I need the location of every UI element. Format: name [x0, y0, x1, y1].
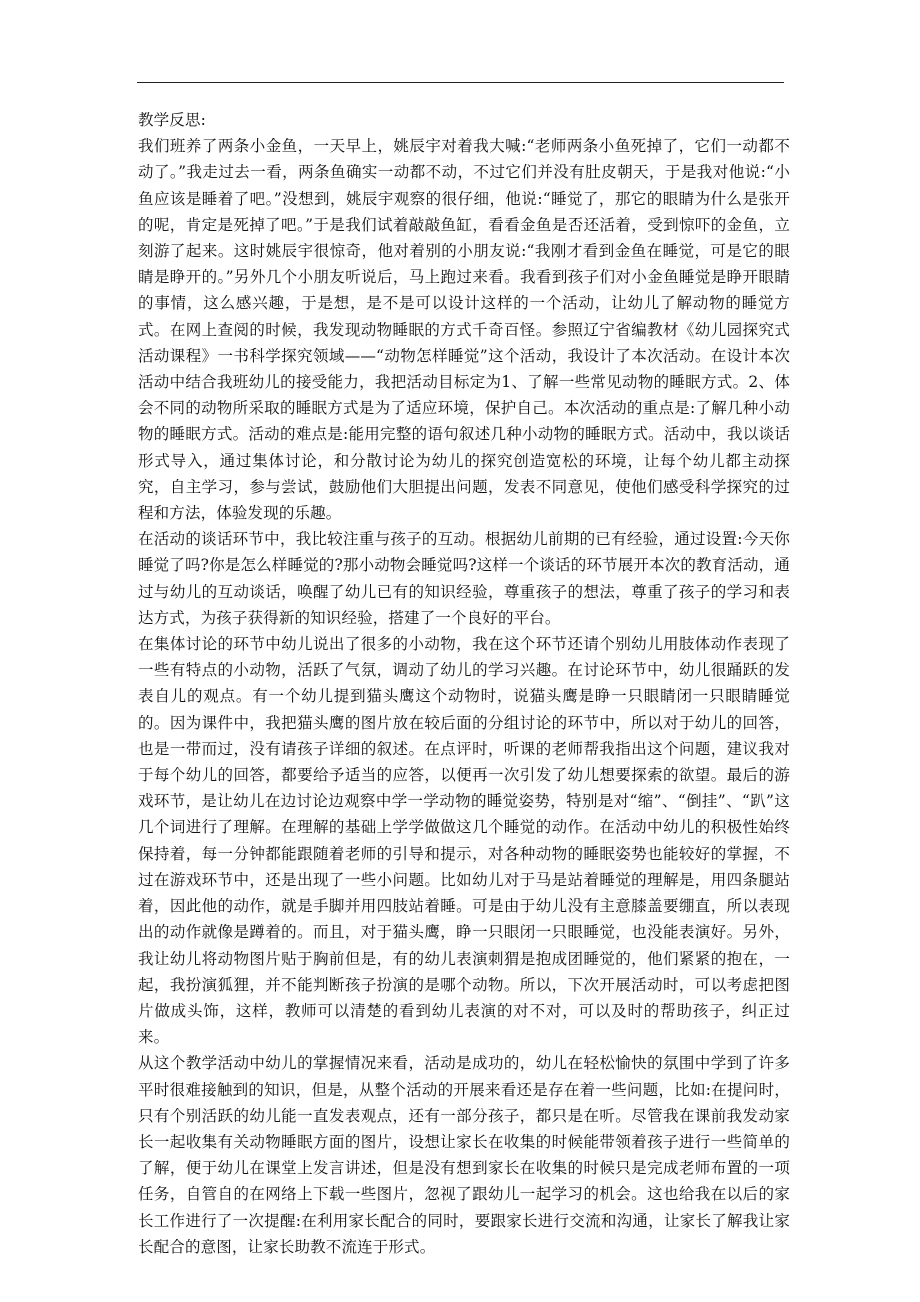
paragraph-3: 在集体讨论的环节中幼儿说出了很多的小动物，我在这个环节还请个别幼儿用肢体动作表现了一些有特点的小动物，活跃了气氛，调动了幼儿的学习兴趣。在讨论环节中，幼儿很踊跃的发表自儿的观点。有一个幼儿提到猫头鹰这个动物时，说猫头鹰是睁一只眼睛闭一只眼睛睡觉的。因为课件中，我把猫头鹰的图片放在较后面的分组讨论的环节中，所以对于幼儿的回答，也是一带而过，没有请孩子详细的叙述。在点评时，听课的老师帮我指出这个问题，建议我对于每个幼儿的回答，都要给予适当的应答，以便再一次引发了幼儿想要探索的欲望。最后的游戏环节，是让幼儿在边讨论边观察中学一学动物的睡觉姿势，特别是对“缩”、“倒挂”、“趴”这几个词进行了理解。在理解的基础上学学做做这几个睡觉的动作。在活动中幼儿的积极性始终保持着，每一分钟都能跟随着老师的引导和提示，对各种动物的睡眠姿势也能较好的掌握，不过在游戏环节中，还是出现了一些小问题。比如幼儿对于马是站着睡觉的理解是，用四条腿站着，因此他的动作，就是手脚并用四肢站着睡。可是由于幼儿没有主意膝盖要绷直，所以表现出的动作就像是蹲着的。而且，对于猫头鹰，睁一只眼闭一只眼睡觉，也没能表演好。另外，我让幼儿将动物图片贴于胸前但是，有的幼儿表演刺猬是抱成团睡觉的，他们紧紧的抱在，一起，我扮演狐狸，并不能判断孩子扮演的是哪个动物。所以，下次开展活动时，可以考虑把图片做成头饰，这样，教师可以清楚的看到幼儿表演的对不对，可以及时的帮助孩子，纠正过来。 — [138, 635, 790, 1047]
header-divider — [137, 82, 784, 83]
paragraph-1: 我们班养了两条小金鱼，一天早上，姚辰宇对着我大喊:“老师两条小鱼死掉了，它们一动都不动了。”我走过去一看，两条鱼确实一动都不动，不过它们并没有肚皮朝天，于是我对他说:“小鱼应该是睡着了吧。”没想到，姚辰宇观察的很仔细，他说:“睡觉了，那它的眼睛为什么是张开的呢，肯定是死掉了吧。”于是我们试着敲敲鱼缸，看看金鱼是否还活着，受到惊吓的金鱼，立刻游了起来。这时姚辰宇很惊奇，他对着别的小朋友说:“我刚才看到金鱼在睡觉，可是它的眼睛是睁开的。”另外几个小朋友听说后，马上跑过来看。我看到孩子们对小金鱼睡觉是睁开眼睛的事情，这么感兴趣，于是想，是不是可以设计这样的一个活动，让幼儿了解动物的睡觉方式。在网上查阅的时候，我发现动物睡眠的方式千奇百怪。参照辽宁省编教材《幼儿园探究式活动课程》一书科学探究领域——“动物怎样睡觉”这个活动，我设计了本次活动。在设计本次活动中结合我班幼儿的接受能力，我把活动目标定为1、了解一些常见动物的睡眠方式。2、体会不同的动物所采取的睡眠方式是为了适应环境，保护自己。本次活动的重点是:了解几种小动物的睡眠方式。活动的难点是:能用完整的语句叙述几种小动物的睡眠方式。活动中，我以谈话形式导入，通过集体讨论，和分散讨论为幼儿的探究创造宽松的环境，让每个幼儿都主动探究，自主学习，参与尝试，鼓励他们大胆提出问题，发表不同意见，使他们感受科学探究的过程和方法，体验发现的乐趣。 — [138, 137, 790, 523]
paragraph-4: 从这个教学活动中幼儿的掌握情况来看，活动是成功的，幼儿在轻松愉快的氛围中学到了许多平时很难接触到的知识，但是，从整个活动的开展来看还是存在着一些问题，比如:在提问时，只有个别活跃的幼儿能一直发表观点，还有一部分孩子，都只是在听。尽管我在课前我发动家长一起收集有关动物睡眠方面的图片，设想让家长在收集的时候能带领着孩子进行一些简单的了解，便于幼儿在课堂上发言讲述，但是没有想到家长在收集的时候只是完成老师布置的一项任务，自管自的在网络上下载一些图片，忽视了跟幼儿一起学习的机会。这也给我在以后的家长工作进行了一次提醒:在利用家长配合的同时，要跟家长进行交流和沟通，让家长了解我让家长配合的意图，让家长助教不流连于形式。 — [138, 1054, 790, 1256]
paragraph-2: 在活动的谈话环节中，我比较注重与孩子的互动。根据幼儿前期的已有经验，通过设置:今天你睡觉了吗?你是怎么样睡觉的?那小动物会睡觉吗?这样一个谈话的环节展开本次的教育活动，通过与幼儿的互动谈话，唤醒了幼儿已有的知识经验，尊重孩子的想法，尊重了孩子的学习和表达方式，为孩子获得新的知识经验，搭建了一个良好的平台。 — [138, 530, 790, 627]
document-title: 教学反思: — [138, 111, 206, 129]
document-body — [138, 107, 790, 1260]
